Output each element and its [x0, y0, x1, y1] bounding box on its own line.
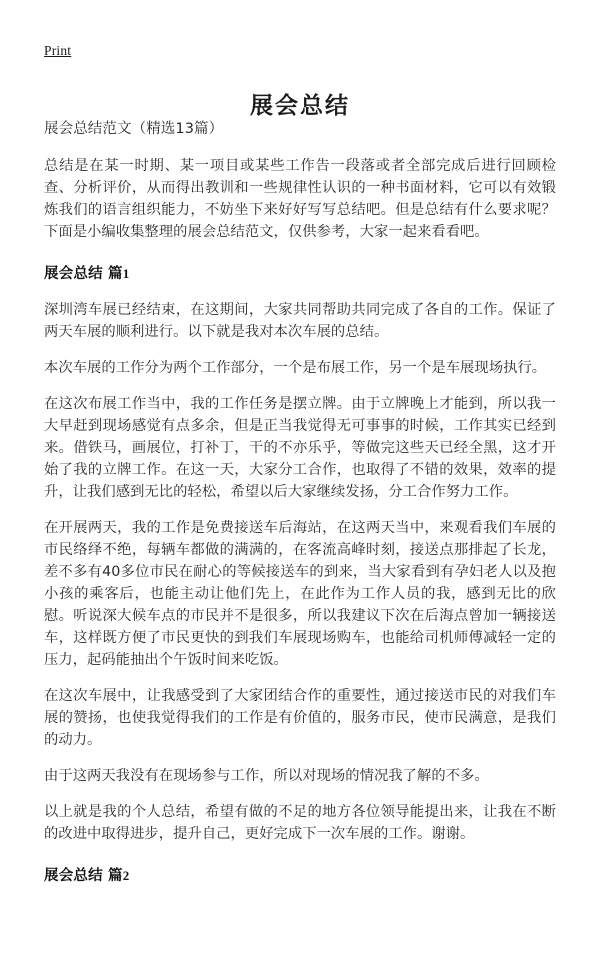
section-heading-label: 展会总结 篇 — [44, 266, 123, 282]
section-heading-label: 展会总结 篇 — [44, 868, 123, 884]
section-1-paragraph: 由于这两天我没有在现场参与工作，所以对现场的情况我了解的不多。 — [44, 768, 489, 784]
page-title: 展会总结 — [250, 93, 350, 120]
section-1-paragraph: 在这次车展中，让我感受到了大家团结合作的重要性，通过接送市民的对我们车展的赞扬，也使我觉得我们的工作是有价值的，服务市民，使市民满意，是我们的动力。 — [44, 688, 556, 748]
section-heading-number: 2 — [122, 868, 130, 883]
section-heading-number: 1 — [122, 266, 130, 281]
print-link[interactable]: Print — [44, 43, 72, 58]
section-1-paragraph: 在开展两天，我的工作是免费接送车后海站，在这两天当中，来观看我们车展的市民络绎不绝，每辆车都做的满满的，在客流高峰时刻，接送点那排起了长龙，差不多有40多位市民在耐心的等候接送车的到来，当大家看到有孕妇老人以及抱小孩的乘客后，也能主动让他们先上，在此作为工作人员的我，感到无比的欣慰。听说深大候车点的市民并不是很多，所以我建议下次在后海点曾加一辆接送车，这样既方便了市民更快的到我们车展现场购车，也能给司机师傅减轻一定的压力，起码能抽出个午饭时间来吃饭。 — [44, 520, 556, 668]
section-1-paragraph: 在这次布展工作当中，我的工作任务是摆立牌。由于立牌晚上才能到，所以我一大早赶到现场感觉有点多余，但是正当我觉得无可事事的时候，工作其实已经到来。借铁马，画展位，打补丁，干的不亦乐乎，等做完这些天已经全黑，这才开始了我的立牌工作。在这一天，大家分工合作，也取得了不错的效果，效率的提升，让我们感到无比的轻松，希望以后大家继续发扬，分工合作努力工作。 — [44, 396, 556, 500]
section-heading-2 — [44, 865, 556, 887]
intro-paragraph: 总结是在某一时期、某一项目或某些工作告一段落或者全部完成后进行回顾检查、分析评价，从而得出教训和一些规律性认识的一种书面材料，它可以有效锻炼我们的语言组织能力，不妨坐下来好好写写总结吧。但是总结有什么要求呢？下面是小编收集整理的展会总结范文，仅供参考，大家一起来看看吧。 — [44, 158, 556, 240]
document-subtitle: 展会总结范文（精选13篇） — [44, 121, 224, 137]
section-1-paragraph: 深圳湾车展已经结束，在这期间，大家共同帮助共同完成了各自的工作。保证了两天车展的顺利进行。以下就是我对本次车展的总结。 — [44, 302, 556, 340]
page-bottom-spacer — [44, 901, 556, 961]
section-heading-1 — [44, 263, 556, 285]
document-body — [44, 118, 556, 961]
section-1-paragraph: 本次车展的工作分为两个工作部分，一个是布展工作，另一个是车展现场执行。 — [44, 360, 547, 376]
section-1-paragraph: 以上就是我的个人总结，希望有做的不足的地方各位领导能提出来，让我在不断的改进中取得进步，提升自己，更好完成下一次车展的工作。谢谢。 — [44, 804, 556, 842]
